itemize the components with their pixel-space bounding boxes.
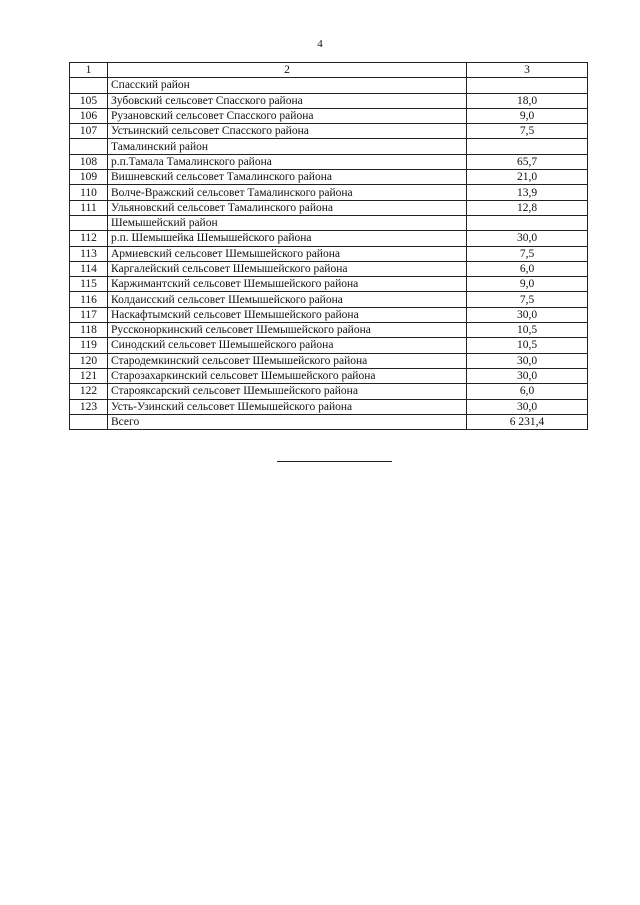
row-value-cell: 30,0 (467, 353, 588, 368)
total-row (70, 414, 588, 429)
row-name-cell: Шемышейский район (108, 215, 467, 230)
row-number-cell (70, 215, 108, 230)
table-row (70, 399, 588, 414)
row-name-cell: Устьинский сельсовет Спасского района (108, 124, 467, 139)
table-row (70, 292, 588, 307)
column-header-value: 3 (467, 63, 588, 78)
table-body (70, 63, 588, 430)
table-row (70, 261, 588, 276)
district-section-row (70, 139, 588, 154)
table-row (70, 170, 588, 185)
row-number-cell: 123 (70, 399, 108, 414)
row-value-cell: 30,0 (467, 307, 588, 322)
row-name-cell: Наскафтымский сельсовет Шемышейского района (108, 307, 467, 322)
row-number-cell: 117 (70, 307, 108, 322)
row-value-cell: 6 231,4 (467, 414, 588, 429)
row-name-cell: Каржимантский сельсовет Шемышейского района (108, 277, 467, 292)
row-name-cell: Зубовский сельсовет Спасского района (108, 93, 467, 108)
row-number-cell: 108 (70, 154, 108, 169)
row-number-cell (70, 78, 108, 93)
row-value-cell: 7,5 (467, 292, 588, 307)
row-number-cell: 110 (70, 185, 108, 200)
row-number-cell: 109 (70, 170, 108, 185)
row-value-cell: 65,7 (467, 154, 588, 169)
table-row (70, 368, 588, 383)
table-row (70, 231, 588, 246)
row-name-cell: Колдаисский сельсовет Шемышейского района (108, 292, 467, 307)
row-name-cell: р.п.Тамала Тамалинского района (108, 154, 467, 169)
row-value-cell: 10,5 (467, 323, 588, 338)
row-value-cell: 18,0 (467, 93, 588, 108)
row-number-cell: 119 (70, 338, 108, 353)
row-name-cell: Ульяновский сельсовет Тамалинского района (108, 200, 467, 215)
table-row (70, 277, 588, 292)
row-number-cell: 113 (70, 246, 108, 261)
row-name-cell: Рузановский сельсовет Спасского района (108, 108, 467, 123)
row-value-cell: 13,9 (467, 185, 588, 200)
table-row (70, 307, 588, 322)
district-section-row (70, 215, 588, 230)
table-row (70, 353, 588, 368)
row-number-cell: 107 (70, 124, 108, 139)
table-row (70, 323, 588, 338)
row-value-cell: 10,5 (467, 338, 588, 353)
row-value-cell (467, 78, 588, 93)
row-number-cell: 106 (70, 108, 108, 123)
row-value-cell (467, 139, 588, 154)
row-name-cell: Старозахаркинский сельсовет Шемышейского района (108, 368, 467, 383)
table-row (70, 246, 588, 261)
row-value-cell: 30,0 (467, 399, 588, 414)
row-value-cell: 6,0 (467, 261, 588, 276)
table-row (70, 93, 588, 108)
row-value-cell: 12,8 (467, 200, 588, 215)
table-header-row (70, 63, 588, 78)
row-number-cell: 111 (70, 200, 108, 215)
district-section-row (70, 78, 588, 93)
row-number-cell (70, 139, 108, 154)
table-row (70, 154, 588, 169)
row-name-cell: Усть-Узинский сельсовет Шемышейского района (108, 399, 467, 414)
table-row (70, 338, 588, 353)
end-divider-line (277, 461, 392, 462)
table-row (70, 200, 588, 215)
row-number-cell: 121 (70, 368, 108, 383)
row-name-cell: Вишневский сельсовет Тамалинского района (108, 170, 467, 185)
row-number-cell: 114 (70, 261, 108, 276)
row-name-cell: Спасский район (108, 78, 467, 93)
table-row (70, 185, 588, 200)
column-header-name: 2 (108, 63, 467, 78)
row-value-cell: 21,0 (467, 170, 588, 185)
column-header-number: 1 (70, 63, 108, 78)
row-value-cell: 7,5 (467, 124, 588, 139)
row-value-cell: 30,0 (467, 368, 588, 383)
row-name-cell: Синодский сельсовет Шемышейского района (108, 338, 467, 353)
row-name-cell: Руссконоркинский сельсовет Шемышейского района (108, 323, 467, 338)
row-number-cell: 116 (70, 292, 108, 307)
row-value-cell (467, 215, 588, 230)
row-name-cell: Каргалейский сельсовет Шемышейского района (108, 261, 467, 276)
row-name-cell: Всего (108, 414, 467, 429)
row-number-cell: 120 (70, 353, 108, 368)
row-number-cell (70, 414, 108, 429)
row-value-cell: 9,0 (467, 277, 588, 292)
row-value-cell: 7,5 (467, 246, 588, 261)
row-number-cell: 105 (70, 93, 108, 108)
row-name-cell: р.п. Шемышейка Шемышейского района (108, 231, 467, 246)
row-value-cell: 9,0 (467, 108, 588, 123)
row-name-cell: Волче-Вражский сельсовет Тамалинского района (108, 185, 467, 200)
page-number: 4 (317, 38, 323, 50)
row-number-cell: 112 (70, 231, 108, 246)
row-name-cell: Стародемкинский сельсовет Шемышейского района (108, 353, 467, 368)
allocation-table (69, 62, 588, 430)
table-row (70, 384, 588, 399)
row-value-cell: 30,0 (467, 231, 588, 246)
row-name-cell: Армиевский сельсовет Шемышейского района (108, 246, 467, 261)
row-name-cell: Тамалинский район (108, 139, 467, 154)
row-number-cell: 118 (70, 323, 108, 338)
table-row (70, 124, 588, 139)
table-row (70, 108, 588, 123)
row-name-cell: Старояксарский сельсовет Шемышейского района (108, 384, 467, 399)
row-number-cell: 115 (70, 277, 108, 292)
row-value-cell: 6,0 (467, 384, 588, 399)
row-number-cell: 122 (70, 384, 108, 399)
